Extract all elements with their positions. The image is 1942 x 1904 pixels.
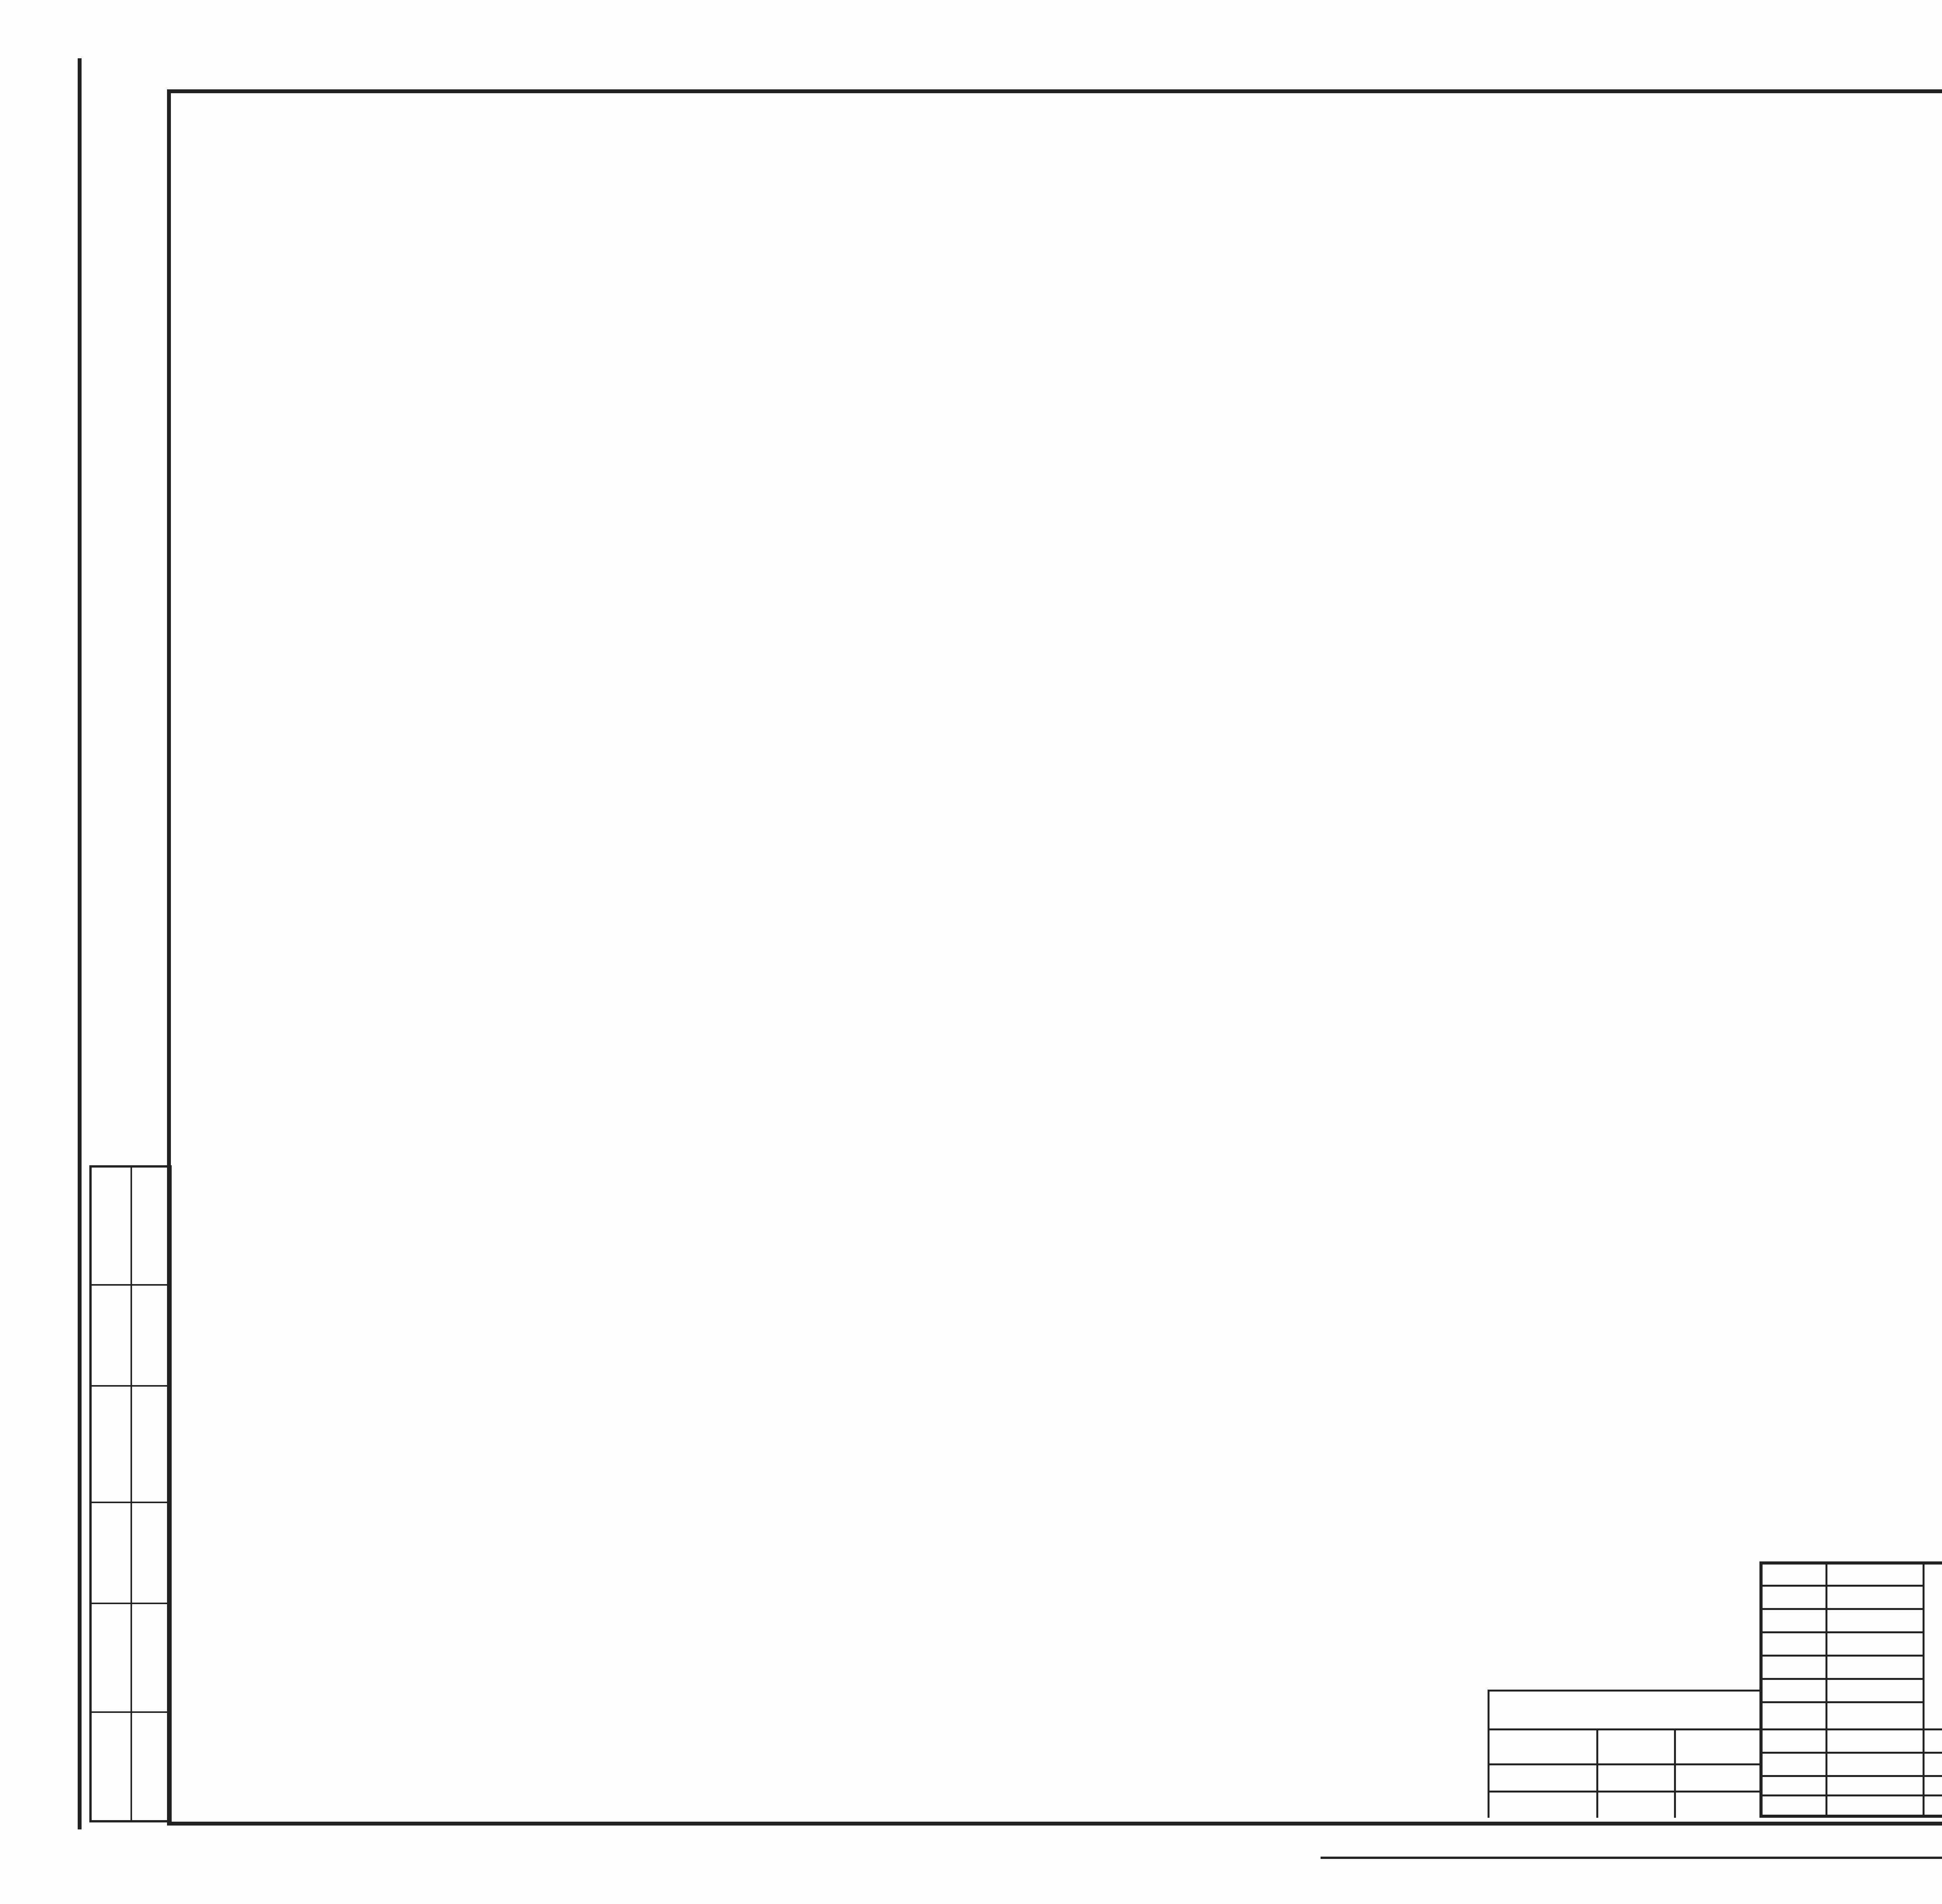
side-title — [105, 233, 151, 971]
signature-strip — [89, 1165, 172, 1822]
bottom-rule — [1321, 1857, 1942, 1859]
signature-strip-labels — [99, 1168, 169, 1820]
title-block — [1488, 1561, 1942, 1818]
